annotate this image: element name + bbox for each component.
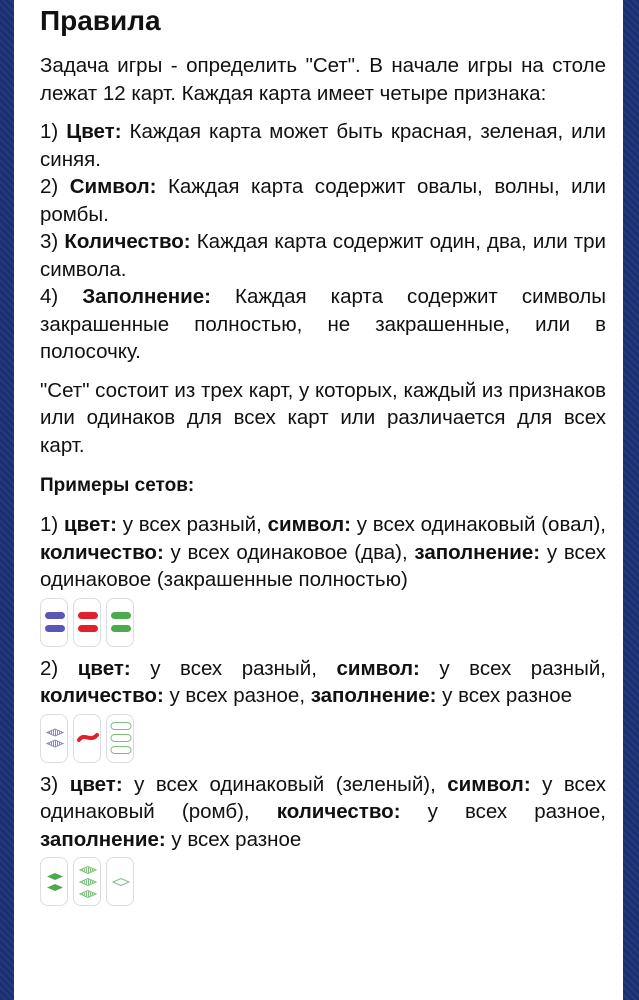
example-description	[40, 511, 606, 594]
oval-symbol	[78, 612, 98, 619]
right-border	[623, 0, 639, 1000]
attribute-text: Каждая карта может быть красная, зеленая, или синяя.	[40, 120, 606, 171]
example-cards	[40, 857, 606, 906]
attribute-fill	[40, 283, 606, 366]
example-text: 3)	[40, 772, 70, 796]
examples-title: Примеры сетов:	[40, 475, 195, 496]
card-icon	[74, 859, 100, 905]
example-text: у всех разное,	[400, 800, 606, 823]
oval-symbol	[111, 735, 131, 742]
example-text: 1)	[40, 513, 65, 536]
item-number: 2)	[40, 175, 59, 198]
example-description	[40, 655, 606, 710]
oval-symbol	[45, 612, 65, 619]
example-text: у всех одинаковый (ромб),	[40, 772, 606, 823]
attribute-label: Заполнение:	[82, 285, 211, 308]
page-title: Правила	[40, 5, 161, 36]
card-icon	[107, 715, 133, 761]
example-text: у всех одинаковый (зеленый),	[122, 772, 448, 796]
oval-symbol	[111, 625, 131, 632]
example-text: у всех одинаковое (два),	[163, 540, 415, 564]
attribute-label: заполнение:	[310, 684, 437, 707]
example-cards	[40, 714, 606, 763]
diamond-symbol	[80, 878, 96, 885]
rules-panel	[14, 0, 623, 1000]
oval-symbol	[78, 625, 98, 632]
card-icon	[107, 859, 133, 905]
intro-text: Задача игры - определить "Сет". В начале игры на столе лежат 12 карт. Каждая карта имеет четыре признака:	[40, 54, 606, 105]
set-card	[40, 857, 68, 906]
examples-list	[40, 511, 606, 906]
attribute-text: Каждая карта содержит символы закрашенные полностью, не закрашенные, или в полосочку.	[40, 285, 606, 363]
attribute-label: заполнение:	[414, 540, 541, 564]
set-card	[40, 598, 68, 647]
attribute-text: Каждая карта содержит один, два, или три символа.	[40, 230, 607, 281]
card-icon	[107, 599, 133, 645]
attribute-label: Символ:	[69, 175, 157, 198]
attribute-label: символ:	[447, 772, 531, 796]
attribute-label: Количество:	[64, 230, 191, 253]
set-card	[106, 714, 134, 763]
set-definition: "Сет" состоит из трех карт, у которых, каждый из признаков или одинаков для всех карт или различается для всех карт.	[40, 378, 606, 457]
diamond-symbol	[47, 873, 63, 880]
diamond-symbol	[47, 884, 63, 891]
oval-symbol	[111, 723, 131, 730]
set-card	[40, 714, 68, 763]
item-number: 3)	[40, 230, 59, 253]
diamond-symbol	[113, 878, 129, 885]
card-icon	[74, 599, 100, 645]
oval-symbol	[111, 612, 131, 619]
attribute-label: количество:	[276, 800, 401, 823]
attribute-label: количество:	[40, 684, 164, 707]
attribute-label: количество:	[40, 540, 164, 564]
example-text: у всех одинаковое (закрашенные полностью)	[40, 540, 606, 591]
set-card	[106, 857, 134, 906]
card-icon	[41, 715, 67, 761]
example-text: у всех разный,	[419, 656, 606, 680]
attribute-label: цвет:	[77, 656, 131, 680]
attribute-label: цвет:	[69, 772, 123, 796]
attribute-label: заполнение:	[40, 827, 166, 851]
set-card	[73, 714, 101, 763]
example-text: у всех разное	[165, 827, 302, 851]
example-text: 2)	[40, 656, 78, 680]
attribute-text: Каждая карта содержит овалы, волны, или ромбы.	[40, 175, 606, 226]
attribute-label: цвет:	[64, 513, 117, 536]
example-text: у всех разное	[436, 684, 572, 707]
oval-symbol	[45, 625, 65, 632]
diamond-symbol	[47, 740, 63, 747]
example-cards	[40, 598, 606, 647]
wave-symbol	[79, 735, 97, 740]
item-number: 4)	[40, 285, 59, 308]
example-description	[40, 771, 606, 854]
card-icon	[74, 715, 100, 761]
attribute-symbol	[40, 173, 606, 228]
card-icon	[41, 859, 67, 905]
set-card	[106, 598, 134, 647]
set-card	[73, 857, 101, 906]
example-text: у всех разный,	[130, 656, 337, 680]
oval-symbol	[111, 747, 131, 754]
example-text: у всех одинаковый (овал),	[350, 513, 606, 536]
left-border	[0, 0, 14, 1000]
diamond-symbol	[47, 729, 63, 736]
diamond-symbol	[80, 890, 96, 897]
attribute-label: символ:	[336, 656, 420, 680]
set-card	[73, 598, 101, 647]
attributes-list	[40, 118, 606, 366]
attribute-label: Цвет:	[66, 120, 122, 143]
attribute-color	[40, 118, 606, 173]
item-number: 1)	[40, 120, 59, 143]
card-icon	[41, 599, 67, 645]
attribute-count	[40, 228, 606, 283]
diamond-symbol	[80, 866, 96, 873]
example-text: у всех разное,	[163, 684, 311, 707]
attribute-label: символ:	[267, 513, 351, 536]
example-text: у всех разный,	[116, 513, 268, 536]
